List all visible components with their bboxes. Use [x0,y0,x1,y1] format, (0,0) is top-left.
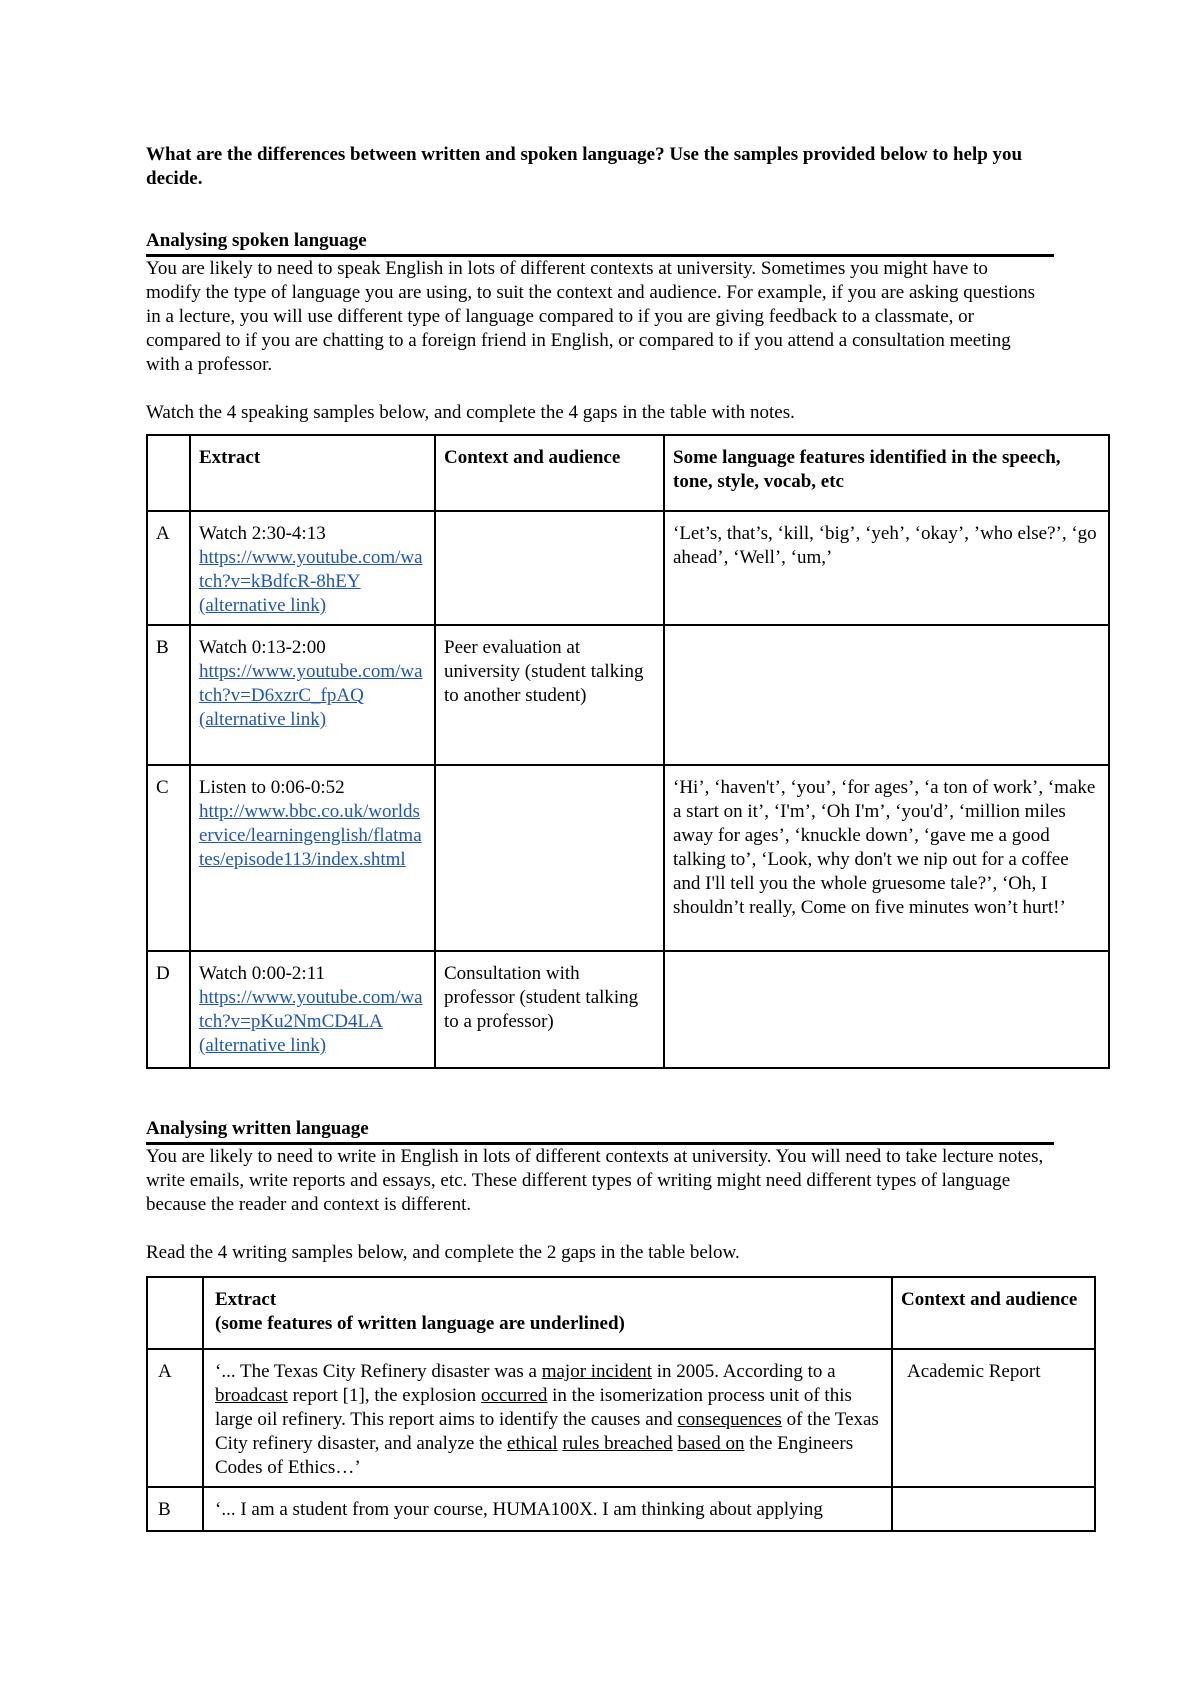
extract-text: in the isomerization process unit of this large oil refinery. This report aims to identify the causes and [215,1385,852,1430]
table-header-row [147,435,1109,511]
underlined-feature: rules breached [562,1433,673,1454]
document-page [146,143,1097,1532]
row-extract [190,511,435,625]
table-row [147,511,1109,625]
extract-text: the Engineers Codes of Ethics…’ [215,1433,854,1478]
row-context[interactable] [435,511,664,625]
table-header-row [147,1277,1095,1349]
underlined-feature: broadcast [215,1385,288,1406]
row-features: ‘Let’s, that’s, ‘kill, ‘big’, ‘yeh’, ‘okay’, ’who else?’, ‘go ahead’, ‘Well’, ‘um,’ [664,511,1109,625]
spoken-table [146,434,1110,1069]
row-id: B [147,1487,203,1531]
watch-time: Watch 0:13-2:00 [199,637,326,658]
page-title: What are the differences between written and spoken language? Use the samples provided below to help you decide. [146,144,1023,189]
header-extract-note: (some features of written language are underlined) [215,1313,625,1334]
table-row [147,765,1109,951]
underlined-feature: based on [677,1433,745,1454]
video-link[interactable]: https://www.youtube.com/watch?v=kBdfcR-8hEY [199,547,423,592]
underlined-feature: ethical [507,1433,558,1454]
spoken-intro: You are likely to need to speak English in lots of different contexts at university. Sometimes you might have to modify the type of language you are using, to suit the context and audience. For example, if you are asking questions in a lecture, you will use different type of language compared to if you are giving feedback to a classmate, or compared to if you are chatting to a foreign friend in English, or compared to if you attend a consultation meeting with a professor. [146,258,1036,375]
row-extract [190,951,435,1068]
written-intro: You are likely to need to write in English in lots of different contexts at university. You will need to take lecture notes, write emails, write reports and essays, etc. These different types of writing might need different types of language because the reader and context is different. [146,1146,1044,1215]
extract-text: report [1], the explosion [287,1385,481,1406]
row-context: Peer evaluation at university (student talking to another student) [435,625,664,765]
header-context: Context and audience [892,1277,1095,1349]
underlined-feature: consequences [677,1409,782,1430]
alternative-link[interactable]: (alternative link) [199,709,327,730]
row-features[interactable] [664,625,1109,765]
watch-time: Watch 0:00-2:11 [199,963,325,984]
table-row [147,1487,1095,1531]
row-extract [190,625,435,765]
row-features: ‘Hi’, ‘haven't’, ‘you’, ‘for ages’, ‘a ton of work’, ‘make a start on it’, ‘I'm’, ‘Oh I'm’, ‘you'd’, ‘million miles away for ages’, ‘knuckle down’, ‘gave me a good talking to’, ‘Look, why don't we nip out for a coffee and I'll tell you the whole gruesome tale?’, ‘Oh, I shouldn’t really, Come on five minutes won’t hurt!’ [664,765,1109,951]
table-row [147,625,1109,765]
header-extract-title: Extract [215,1289,277,1310]
row-extract [203,1349,892,1487]
row-id: D [147,951,190,1068]
alternative-link[interactable]: (alternative link) [199,1035,327,1056]
extract-text: in 2005. According to a [651,1361,836,1382]
extract-text: of the Texas City refinery disaster, and analyze the [215,1409,879,1454]
row-context: Consultation with professor (student talking to a professor) [435,951,664,1068]
header-id [147,1277,203,1349]
spoken-section-heading: Analysing spoken language [146,229,1054,257]
written-instruction: Read the 4 writing samples below, and complete the 2 gaps in the table below. [146,1242,740,1263]
written-table [146,1276,1096,1532]
underlined-feature: occurred [480,1385,548,1406]
written-section-heading: Analysing written language [146,1117,1054,1145]
row-extract: ‘... I am a student from your course, HUMA100X. I am thinking about applying [203,1487,892,1531]
listen-time: Listen to 0:06-0:52 [199,777,345,798]
row-context[interactable] [435,765,664,951]
audio-link[interactable]: http://www.bbc.co.uk/worldservice/learningenglish/flatmates/episode113/index.shtml [199,801,422,870]
row-id: C [147,765,190,951]
row-features[interactable] [664,951,1109,1068]
header-extract [203,1277,892,1349]
row-extract [190,765,435,951]
extract-text: ‘... The Texas City Refinery disaster was a [215,1361,542,1382]
table-row [147,951,1109,1068]
underlined-feature: major incident [541,1361,652,1382]
video-link[interactable]: https://www.youtube.com/watch?v=D6xzrC_fpAQ [199,661,423,706]
video-link[interactable]: https://www.youtube.com/watch?v=pKu2NmCD4LA [199,987,423,1032]
row-context: Academic Report [892,1349,1095,1487]
row-context[interactable] [892,1487,1095,1531]
row-id: A [147,1349,203,1487]
header-context: Context and audience [435,435,664,511]
watch-time: Watch 2:30-4:13 [199,523,326,544]
header-id [147,435,190,511]
spoken-instruction: Watch the 4 speaking samples below, and complete the 4 gaps in the table with notes. [146,402,795,423]
header-features: Some language features identified in the speech, tone, style, vocab, etc [664,435,1109,511]
row-id: A [147,511,190,625]
alternative-link[interactable]: (alternative link) [199,595,327,616]
table-row [147,1349,1095,1487]
header-extract: Extract [190,435,435,511]
row-id: B [147,625,190,765]
